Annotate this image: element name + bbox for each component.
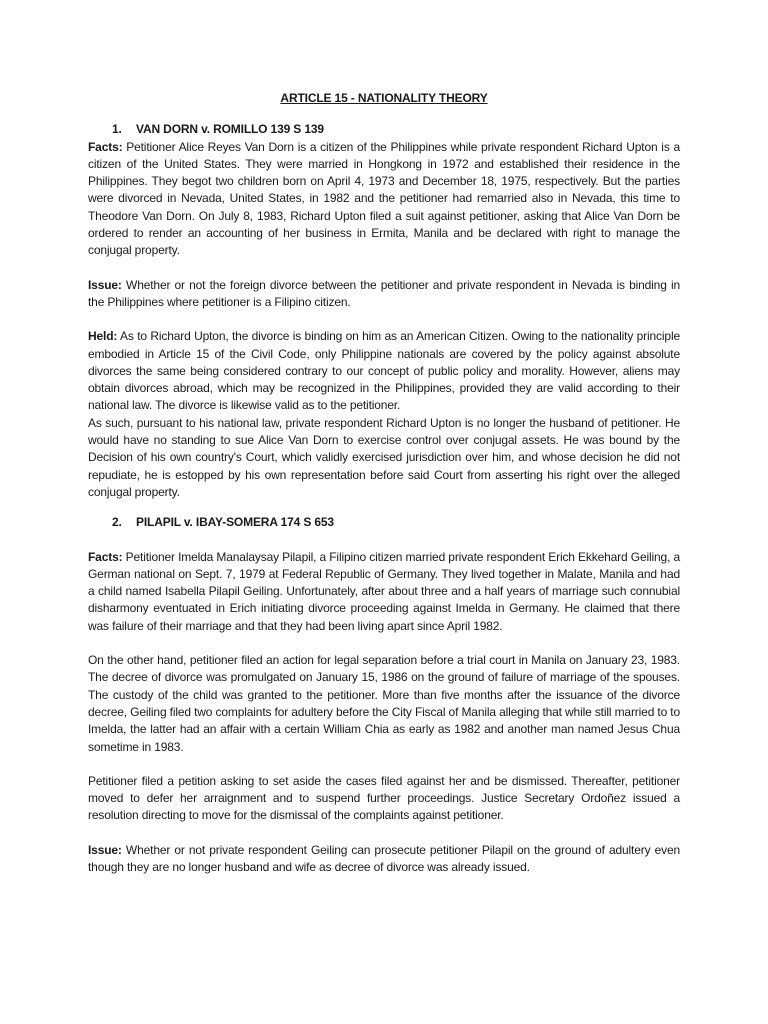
issue-label: Issue: xyxy=(88,277,122,292)
case-2-facts xyxy=(88,549,680,635)
facts-text: Petitioner Alice Reyes Van Dorn is a citizen of the Philippines while private respondent Richard Upton is a citizen of the United States. They were married in Hongkong in 1972 and established their residence in the Philippines. They begot two children born on April 4, 1973 and December 18, 1975, respectively. But the parties were divorced in Nevada, United States, in 1982 and the petitioner had remarried also in Nevada, this time to Theodore Van Dorn. On July 8, 1983, Richard Upton filed a suit against petitioner, asking that Alice Van Dorn be ordered to render an accounting of her business in Ermita, Manila and be declared with right to manage the conjugal property. xyxy=(88,139,680,258)
case-heading-2 xyxy=(88,514,680,531)
document-page xyxy=(88,90,680,876)
facts-text: Petitioner Imelda Manalaysay Pilapil, a Filipino citizen married private respondent Erich Ekkehard Geiling, a German national on Sept. 7, 1979 at Federal Republic of Germany. They lived together in Malate, Manila and had a child named Isabella Pilapil Geiling. Unfortunately, after about three and a half years of marriage such connubial disharmony eventuated in Erich initiating divorce proceeding against Imelda in Germany. He claimed that there was failure of their marriage and that they had been living apart since April 1982. xyxy=(88,549,680,633)
case-heading-1 xyxy=(88,121,680,138)
facts-label: Facts: xyxy=(88,549,123,564)
held-label: Held: xyxy=(88,329,118,344)
case-1-held-continued: As such, pursuant to his national law, private respondent Richard Upton is no longer the husband of petitioner. He would have no standing to sue Alice Van Dorn to exercise control over conjugal assets. He was bound by the Decision of his own country's Court, which validly exercised jurisdiction over him, and whose decision he did not repudiate, he is estopped by his own representation before said Court from asserting his right over the alleged conjugal property. xyxy=(88,415,680,499)
issue-text: Whether or not private respondent Geiling can prosecute petitioner Pilapil on the ground of adultery even though they are no longer husband and wife as decree of divorce was already issued. xyxy=(88,842,680,874)
issue-text: Whether or not the foreign divorce between the petitioner and private respondent in Nevada is binding in the Philippines where petitioner is a Filipino citizen. xyxy=(88,277,680,309)
case-2-issue xyxy=(88,842,680,877)
case-number-1: 1. xyxy=(112,122,122,137)
facts-label: Facts: xyxy=(88,139,123,154)
case-2-facts-continued-2: Petitioner filed a petition asking to set aside the cases filed against her and be dismissed. Thereafter, petitioner moved to defer her arraignment and to suspend further proceedings. Justice Secretary Ordoñez issued a resolution directing to move for the dismissal of the complaints against petitioner. xyxy=(88,773,680,823)
issue-label: Issue: xyxy=(88,842,122,857)
case-title-2: PILAPIL v. IBAY-SOMERA 174 S 653 xyxy=(136,515,334,530)
case-1-issue xyxy=(88,277,680,312)
case-number-2: 2. xyxy=(112,515,122,530)
case-1-facts xyxy=(88,139,680,260)
document-title: ARTICLE 15 - NATIONALITY THEORY xyxy=(280,91,488,105)
case-title-1: VAN DORN v. ROMILLO 139 S 139 xyxy=(136,122,324,137)
case-1-held xyxy=(88,328,680,414)
held-text: As to Richard Upton, the divorce is binding on him as an American Citizen. Owing to the nationality principle embodied in Article 15 of the Civil Code, only Philippine nationals are covered by the policy against absolute divorces the same being considered contrary to our concept of public policy and morality. However, aliens may obtain divorces abroad, which may be recognized in the Philippines, provided they are valid according to their national law. The divorce is likewise valid as to the petitioner. xyxy=(88,329,680,413)
case-2-facts-continued: On the other hand, petitioner filed an action for legal separation before a trial court in Manila on January 23, 1983. The decree of divorce was promulgated on January 15, 1986 on the ground of failure of marriage of the spouses. The custody of the child was granted to the petitioner. More than five months after the issuance of the divorce decree, Geiling filed two complaints for adultery before the City Fiscal of Manila alleging that while still married to to Imelda, the latter had an affair with a certain William Chia as early as 1982 and another man named Jesus Chua sometime in 1983. xyxy=(88,653,680,754)
